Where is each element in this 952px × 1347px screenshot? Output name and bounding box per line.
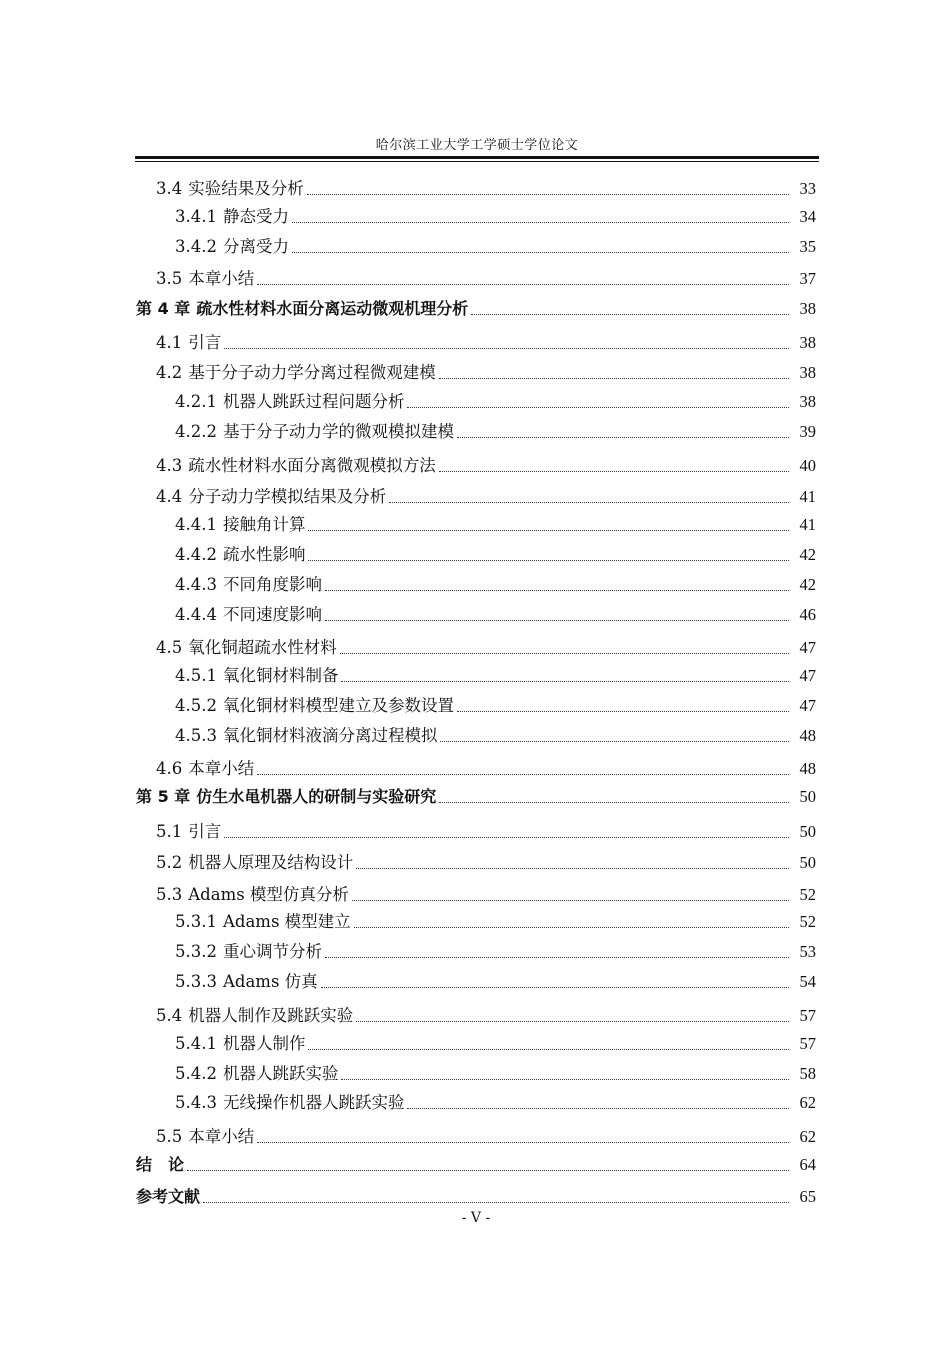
toc-entry-title: 氧化铜超疏水性材料 [188, 638, 337, 657]
toc-entry[interactable] [156, 884, 816, 906]
toc-entry-title: 仿生水黾机器人的研制与实验研究 [196, 787, 437, 806]
toc-entry[interactable] [156, 758, 816, 780]
toc-entry-page: 34 [799, 207, 816, 226]
toc-entry-number: 5.3.1 [175, 912, 217, 931]
toc-entry-number: 4.4.1 [175, 515, 217, 534]
toc-entry-number: 4.3 [156, 456, 183, 475]
toc-entry-page: 42 [799, 575, 816, 594]
toc-entry[interactable] [156, 637, 816, 659]
toc-entry-title: 分离受力 [222, 237, 289, 256]
toc-entry-title: 不同角度影响 [222, 575, 322, 594]
toc-entry-title: 接触角计算 [222, 515, 306, 534]
toc-entry-page: 38 [799, 299, 816, 318]
toc-dot-leader [307, 193, 789, 195]
toc-entry-page: 41 [799, 515, 816, 534]
toc-entry-page: 52 [799, 912, 816, 931]
toc-entry-page: 64 [799, 1155, 816, 1174]
toc-entry-title: 引言 [188, 333, 222, 352]
toc-dot-leader [224, 347, 789, 349]
toc-entry[interactable] [175, 604, 816, 626]
toc-entry-page: 53 [799, 942, 816, 961]
toc-entry-number: 4.5.3 [175, 726, 217, 745]
toc-dot-leader [325, 956, 789, 958]
toc-entry-page: 35 [799, 237, 816, 256]
toc-entry-number: 4.5.1 [175, 666, 217, 685]
toc-entry-page: 38 [799, 363, 816, 382]
toc-entry-title: 机器人制作 [222, 1034, 306, 1053]
toc-entry-number: 5.3 [156, 885, 183, 904]
toc-entry-title: 氧化铜材料制备 [222, 666, 339, 685]
toc-entry-number: 5.3.2 [175, 942, 217, 961]
toc-dot-leader [352, 899, 789, 901]
toc-entry-number: 第 4 章 [136, 299, 191, 318]
toc-entry-number: 第 5 章 [136, 787, 191, 806]
toc-entry-page: 54 [799, 972, 816, 991]
toc-entry-number: 5.4 [156, 1006, 183, 1025]
toc-entry-title: 无线操作机器人跳跃实验 [222, 1093, 405, 1112]
toc-entry[interactable] [175, 725, 816, 747]
toc-entry-title: 参考文献 [136, 1187, 201, 1206]
toc-entry-page: 50 [799, 787, 816, 806]
toc-dot-leader [224, 836, 789, 838]
toc-entry-number: 4.2.1 [175, 392, 217, 411]
toc-dot-leader [325, 619, 789, 621]
toc-dot-leader [341, 1078, 789, 1080]
toc-entry-title: Adams 模型建立 [222, 912, 351, 931]
toc-entry-number: 4.5 [156, 638, 183, 657]
toc-dot-leader [292, 251, 789, 253]
toc-dot-leader [257, 283, 789, 285]
toc-entry[interactable] [136, 1186, 816, 1208]
toc-entry-page: 38 [799, 333, 816, 352]
toc-entry[interactable] [156, 821, 816, 843]
toc-dot-leader [257, 773, 789, 775]
toc-entry-number: 3.4 [156, 179, 183, 198]
toc-entry-page: 57 [799, 1034, 816, 1053]
toc-entry-title: 结 论 [136, 1155, 185, 1174]
toc-dot-leader [439, 801, 789, 803]
toc-entry-page: 48 [799, 726, 816, 745]
page-number: - V - [461, 1210, 491, 1226]
toc-entry-title: 基于分子动力学分离过程微观建模 [188, 363, 436, 382]
toc-entry[interactable] [175, 391, 816, 413]
toc-entry-title: 疏水性材料水面分离微观模拟方法 [188, 456, 436, 475]
toc-dot-leader [321, 986, 789, 988]
toc-entry[interactable] [156, 1126, 816, 1148]
toc-entry-title: 氧化铜材料模型建立及参数设置 [222, 696, 454, 715]
toc-entry-title: Adams 模型仿真分析 [188, 885, 349, 904]
toc-entry-number: 4.2 [156, 363, 183, 382]
toc-entry-number: 4.1 [156, 333, 183, 352]
toc-entry[interactable] [175, 695, 816, 717]
toc-entry-number: 4.4.2 [175, 545, 217, 564]
toc-entry-number: 5.5 [156, 1127, 183, 1146]
toc-entry[interactable] [156, 362, 816, 384]
toc-entry-page: 41 [799, 487, 816, 506]
toc-entry[interactable] [175, 206, 816, 228]
toc-entry-title: 引言 [188, 822, 222, 841]
toc-entry-page: 42 [799, 545, 816, 564]
toc-entry-title: 机器人跳跃实验 [222, 1064, 339, 1083]
toc-entry[interactable] [156, 178, 816, 200]
toc-entry-number: 4.6 [156, 759, 183, 778]
toc-entry-number: 5.3.3 [175, 972, 217, 991]
toc-entry[interactable] [175, 236, 816, 258]
toc-entry[interactable] [175, 544, 816, 566]
toc-entry-page: 39 [799, 422, 816, 441]
toc-entry-page: 47 [799, 638, 816, 657]
toc-entry-title: 分子动力学模拟结果及分析 [188, 487, 387, 506]
toc-entry-page: 65 [799, 1187, 816, 1206]
toc-entry-number: 3.4.1 [175, 207, 217, 226]
toc-entry-page: 46 [799, 605, 816, 624]
toc-dot-leader [341, 680, 789, 682]
toc-entry-number: 4.2.2 [175, 422, 217, 441]
toc-entry[interactable] [136, 1154, 816, 1176]
toc-entry-title: Adams 仿真 [222, 972, 318, 991]
toc-entry-title: 静态受力 [222, 207, 289, 226]
toc-dot-leader [440, 740, 789, 742]
toc-entry[interactable] [175, 1092, 816, 1114]
toc-dot-leader [389, 501, 789, 503]
toc-entry[interactable] [156, 852, 816, 874]
toc-entry-number: 3.5 [156, 269, 183, 288]
toc-entry-title: 疏水性材料水面分离运动微观机理分析 [196, 299, 469, 318]
toc-entry-page: 37 [799, 269, 816, 288]
toc-entry[interactable] [175, 665, 816, 687]
toc-entry-page: 38 [799, 392, 816, 411]
toc-dot-leader [457, 436, 789, 438]
toc-entry-title: 基于分子动力学的微观模拟建模 [222, 422, 454, 441]
toc-entry[interactable] [156, 1005, 816, 1027]
toc-entry[interactable] [156, 268, 816, 290]
toc-entry[interactable] [136, 298, 816, 320]
toc-dot-leader [308, 1048, 789, 1050]
toc-dot-leader [407, 406, 789, 408]
toc-entry-page: 57 [799, 1006, 816, 1025]
toc-entry-number: 5.1 [156, 822, 183, 841]
toc-entry[interactable] [175, 911, 816, 933]
toc-entry-title: 本章小结 [188, 1127, 255, 1146]
toc-dot-leader [457, 710, 789, 712]
toc-entry-title: 实验结果及分析 [188, 179, 304, 198]
toc-dot-leader [354, 926, 789, 928]
toc-entry-title: 机器人制作及跳跃实验 [188, 1006, 354, 1025]
toc-dot-leader [203, 1201, 789, 1203]
toc-dot-leader [356, 867, 789, 869]
toc-entry-title: 本章小结 [188, 269, 255, 288]
toc-entry[interactable] [175, 971, 816, 993]
toc-entry[interactable] [156, 455, 816, 477]
toc-entry-number: 4.5.2 [175, 696, 217, 715]
toc-entry[interactable] [175, 574, 816, 596]
toc-entry-page: 47 [799, 666, 816, 685]
toc-entry-number: 4.4.4 [175, 605, 217, 624]
toc-entry-page: 33 [799, 179, 816, 198]
toc-entry[interactable] [175, 514, 816, 536]
toc-dot-leader [439, 377, 789, 379]
toc-entry-title: 不同速度影响 [222, 605, 322, 624]
toc-entry-page: 47 [799, 696, 816, 715]
toc-entry-page: 40 [799, 456, 816, 475]
toc-entry[interactable] [175, 941, 816, 963]
toc-dot-leader [257, 1141, 789, 1143]
toc-dot-leader [308, 529, 789, 531]
toc-entry-number: 4.4.3 [175, 575, 217, 594]
toc-dot-leader [356, 1020, 789, 1022]
toc-entry-page: 62 [799, 1093, 816, 1112]
toc-entry-page: 48 [799, 759, 816, 778]
toc-entry-page: 58 [799, 1064, 816, 1083]
toc-entry[interactable] [156, 332, 816, 354]
toc-dot-leader [325, 589, 789, 591]
toc-dot-leader [340, 652, 789, 654]
toc-entry[interactable] [175, 1063, 816, 1085]
toc-entry-title: 氧化铜材料液滴分离过程模拟 [222, 726, 438, 745]
toc-entry-number: 4.4 [156, 487, 183, 506]
toc-entry-number: 5.4.3 [175, 1093, 217, 1112]
toc-entry-title: 疏水性影响 [222, 545, 306, 564]
toc-entry-page: 62 [799, 1127, 816, 1146]
toc-entry-title: 本章小结 [188, 759, 255, 778]
toc-entry-title: 重心调节分析 [222, 942, 322, 961]
toc-entry[interactable] [156, 486, 816, 508]
toc-entry-page: 50 [799, 853, 816, 872]
toc-entry-number: 5.4.1 [175, 1034, 217, 1053]
toc-entry-page: 50 [799, 822, 816, 841]
toc-dot-leader [292, 221, 789, 223]
toc-entry-page: 52 [799, 885, 816, 904]
toc-entry[interactable] [175, 1033, 816, 1055]
toc-dot-leader [187, 1169, 789, 1171]
toc-dot-leader [308, 559, 789, 561]
toc-entry-title: 机器人原理及结构设计 [188, 853, 354, 872]
toc-dot-leader [407, 1107, 789, 1109]
toc-entry[interactable] [175, 421, 816, 443]
toc-entry-number: 5.4.2 [175, 1064, 217, 1083]
running-header: 哈尔滨工业大学工学硕士学位论文 [375, 138, 579, 153]
toc-entry-title: 机器人跳跃过程问题分析 [222, 392, 405, 411]
toc-dot-leader [439, 470, 789, 472]
toc-dot-leader [471, 313, 789, 315]
toc-entry-number: 5.2 [156, 853, 183, 872]
toc-entry[interactable] [136, 786, 816, 808]
toc-entry-number: 3.4.2 [175, 237, 217, 256]
